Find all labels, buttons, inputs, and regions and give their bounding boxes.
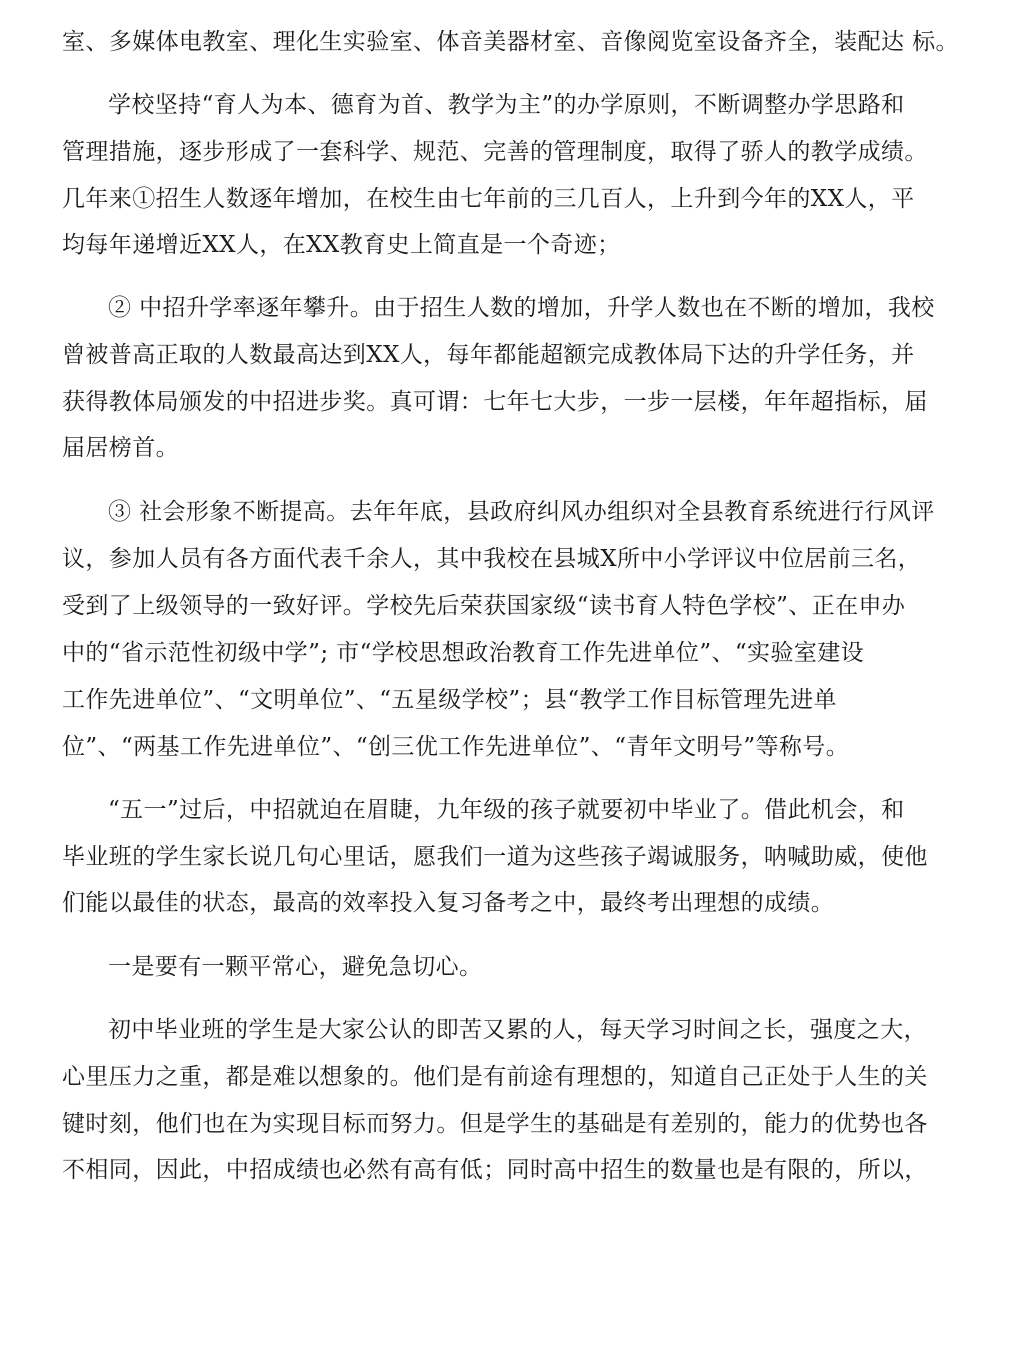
text-line: 均每年递增近XX人，在XX教育史上简直是一个奇迹； [62,232,621,258]
text-line: 工作先进单位”、“文明单位”、“五星级学校”；县“教学工作目标管理先进单 [62,687,837,713]
text-line: 学校坚持“育人为本、德育为首、教学为主”的办学原则，不断调整办学思路和 [108,92,905,118]
text-line: 键时刻，他们也在为实现目标而努力。但是学生的基础是有差别的，能力的优势也各 [62,1111,928,1137]
text-line: 毕业班的学生家长说几句心里话，愿我们一道为这些孩子竭诚服务，呐喊助威，使他 [62,844,928,870]
text-line: ③ 社会形象不断提高。去年年底，县政府纠风办组织对全县教育系统进行行风评 [108,499,935,525]
text-line: 获得教体局颁发的中招进步奖。真可谓：七年七大步，一步一层楼，年年超指标，届 [62,389,928,415]
text-line: 曾被普高正取的人数最高达到XX人，每年都能超额完成教体局下达的升学任务，并 [62,342,915,368]
text-line: 位”、“两基工作先进单位”、“创三优工作先进单位”、“青年文明号”等称号。 [62,734,850,760]
text-line: 们能以最佳的状态，最高的效率投入复习备考之中，最终考出理想的成绩。 [62,890,835,916]
text-line: 心里压力之重，都是难以想象的。他们是有前途有理想的，知道自己正处于人生的关 [62,1064,928,1090]
text-line: 管理措施，逐步形成了一套科学、规范、完善的管理制度，取得了骄人的教学成绩。 [62,139,928,165]
text-line: ② 中招升学率逐年攀升。由于招生人数的增加，升学人数也在不断的增加，我校 [108,295,935,321]
text-line: 不相同，因此，中招成绩也必然有高有低；同时高中招生的数量也是有限的，所以， [62,1157,928,1183]
text-line: 初中毕业班的学生是大家公认的即苦又累的人，每天学习时间之长，强度之大， [108,1017,927,1043]
text-line: 届居榜首。 [62,435,179,461]
text-line: 中的“省示范性初级中学”; 市“学校思想政治教育工作先进单位”、“实验室建设 [62,640,865,666]
text-line: 室、多媒体电教室、理化生实验室、体音美器材室、音像阅览室设备齐全，装配达 标。 [62,29,959,55]
text-line: 一是要有一颗平常心，避免急切心。 [108,954,483,980]
text-line: “五一”过后，中招就迫在眉睫，九年级的孩子就要初中毕业了。借此机会，和 [108,797,905,823]
text-line: 议，参加人员有各方面代表千余人，其中我校在县城X所中小学评议中位居前三名， [62,546,922,572]
text-line: 受到了上级领导的一致好评。学校先后荣获国家级“读书育人特色学校”、正在申办 [62,593,906,619]
text-line: 几年来①招生人数逐年增加，在校生由七年前的三几百人，上升到今年的XX人，平 [62,186,915,212]
